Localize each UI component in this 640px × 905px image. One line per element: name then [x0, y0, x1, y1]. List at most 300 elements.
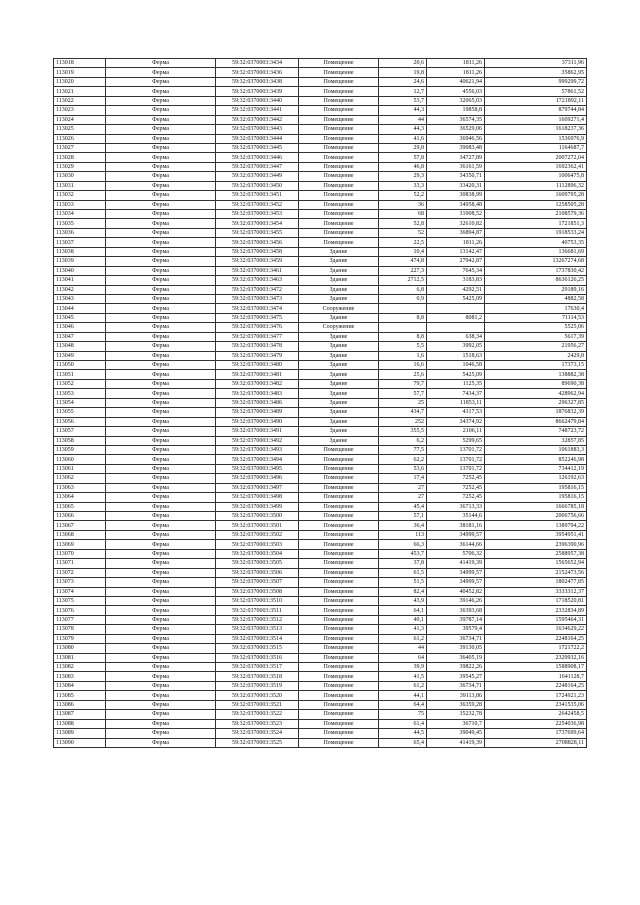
- unit-value-cell: 638,34: [427, 332, 485, 341]
- row-number-cell: 113042: [54, 285, 106, 294]
- object-name-cell: Ферма: [106, 361, 216, 370]
- cadastral-value-cell: 1618237,36: [485, 125, 587, 134]
- cadastral-number-cell: 59:32:0370003:3490: [216, 417, 299, 426]
- area-cell: 41,3: [379, 625, 427, 634]
- object-name-cell: Ферма: [106, 228, 216, 237]
- cadastral-value-cell: 1061883,3: [485, 445, 587, 454]
- unit-value-cell: 13701,72: [427, 464, 485, 473]
- row-number-cell: 113064: [54, 493, 106, 502]
- table-row: [54, 672, 587, 681]
- row-number-cell: 113088: [54, 719, 106, 728]
- row-number-cell: 113049: [54, 351, 106, 360]
- object-type-cell: Помещение: [299, 162, 379, 171]
- table-row: [54, 445, 587, 454]
- row-number-cell: 113085: [54, 691, 106, 700]
- area-cell: 16,6: [379, 361, 427, 370]
- cadastral-number-cell: 59:32:0370003:3439: [216, 87, 299, 96]
- cadastral-value-cell: 195816,15: [485, 483, 587, 492]
- cadastral-number-cell: 59:32:0370003:3478: [216, 342, 299, 351]
- unit-value-cell: 36894,87: [427, 228, 485, 237]
- row-number-cell: 113067: [54, 521, 106, 530]
- area-cell: 29,8: [379, 143, 427, 152]
- cadastral-value-cell: 8636126,25: [485, 276, 587, 285]
- area-cell: 82,4: [379, 587, 427, 596]
- row-number-cell: 113032: [54, 191, 106, 200]
- table-row: [54, 389, 587, 398]
- cadastral-value-cell: 2248164,25: [485, 634, 587, 643]
- table-row: [54, 77, 587, 86]
- object-type-cell: Помещение: [299, 455, 379, 464]
- row-number-cell: 113020: [54, 77, 106, 86]
- table-row: [54, 294, 587, 303]
- unit-value-cell: 40452,82: [427, 587, 485, 596]
- row-number-cell: 113074: [54, 587, 106, 596]
- cadastral-number-cell: 59:32:0370003:3486: [216, 398, 299, 407]
- cadastral-value-cell: 1536976,9: [485, 134, 587, 143]
- row-number-cell: 113050: [54, 361, 106, 370]
- object-name-cell: Ферма: [106, 625, 216, 634]
- row-number-cell: 113030: [54, 172, 106, 181]
- unit-value-cell: 13701,72: [427, 455, 485, 464]
- row-number-cell: 113071: [54, 559, 106, 568]
- row-number-cell: 113090: [54, 738, 106, 747]
- unit-value-cell: 27942,87: [427, 257, 485, 266]
- cadastral-number-cell: 59:32:0370003:3483: [216, 389, 299, 398]
- area-cell: 27: [379, 493, 427, 502]
- object-type-cell: Здание: [299, 398, 379, 407]
- cadastral-value-cell: 2248164,25: [485, 681, 587, 690]
- unit-value-cell: 36393,68: [427, 606, 485, 615]
- unit-value-cell: 36405,19: [427, 653, 485, 662]
- object-name-cell: Ферма: [106, 162, 216, 171]
- object-name-cell: Ферма: [106, 87, 216, 96]
- area-cell: 8,8: [379, 332, 427, 341]
- object-type-cell: Помещение: [299, 644, 379, 653]
- row-number-cell: 113018: [54, 59, 106, 68]
- unit-value-cell: 1811,26: [427, 68, 485, 77]
- object-type-cell: Помещение: [299, 663, 379, 672]
- object-name-cell: Ферма: [106, 700, 216, 709]
- object-type-cell: Помещение: [299, 719, 379, 728]
- cadastral-number-cell: 59:32:0370003:3499: [216, 502, 299, 511]
- area-cell: 64,4: [379, 700, 427, 709]
- table-row: [54, 559, 587, 568]
- table-row: [54, 634, 587, 643]
- area-cell: 10,4: [379, 247, 427, 256]
- table-row: [54, 266, 587, 275]
- unit-value-cell: 11853,11: [427, 398, 485, 407]
- cadastral-value-cell: 37311,96: [485, 59, 587, 68]
- table-row: [54, 625, 587, 634]
- object-name-cell: Ферма: [106, 68, 216, 77]
- unit-value-cell: [427, 304, 485, 313]
- row-number-cell: 113058: [54, 436, 106, 445]
- unit-value-cell: 36713,33: [427, 502, 485, 511]
- cadastral-value-cell: 1721722,2: [485, 644, 587, 653]
- cadastral-value-cell: 2332834,89: [485, 606, 587, 615]
- object-name-cell: Ферма: [106, 455, 216, 464]
- table-row: [54, 313, 587, 322]
- area-cell: 113: [379, 530, 427, 539]
- object-type-cell: Помещение: [299, 700, 379, 709]
- cadastral-value-cell: 1718520,81: [485, 596, 587, 605]
- object-type-cell: Помещение: [299, 125, 379, 134]
- area-cell: 61,5: [379, 568, 427, 577]
- object-name-cell: Ферма: [106, 672, 216, 681]
- area-cell: 29,3: [379, 172, 427, 181]
- area-cell: 53,6: [379, 464, 427, 473]
- cadastral-number-cell: 59:32:0370003:3436: [216, 68, 299, 77]
- object-name-cell: Ферма: [106, 417, 216, 426]
- cadastral-number-cell: 59:32:0370003:3516: [216, 653, 299, 662]
- area-cell: 46,8: [379, 162, 427, 171]
- area-cell: 41,5: [379, 672, 427, 681]
- cadastral-value-cell: 17373,15: [485, 361, 587, 370]
- table-row: [54, 455, 587, 464]
- cadastral-value-cell: 195816,15: [485, 493, 587, 502]
- area-cell: 5,5: [379, 342, 427, 351]
- table-row: [54, 96, 587, 105]
- table-row: [54, 370, 587, 379]
- table-row: [54, 276, 587, 285]
- object-name-cell: Ферма: [106, 398, 216, 407]
- object-name-cell: Ферма: [106, 181, 216, 190]
- table-row: [54, 332, 587, 341]
- unit-value-cell: 39579,4: [427, 625, 485, 634]
- unit-value-cell: 33420,31: [427, 181, 485, 190]
- unit-value-cell: 41419,39: [427, 559, 485, 568]
- cadastral-value-cell: 1595464,31: [485, 615, 587, 624]
- object-type-cell: Помещение: [299, 672, 379, 681]
- area-cell: 75: [379, 710, 427, 719]
- cadastral-value-cell: 1721851,3: [485, 219, 587, 228]
- area-cell: 66,3: [379, 540, 427, 549]
- object-name-cell: Ферма: [106, 59, 216, 68]
- area-cell: 77,5: [379, 445, 427, 454]
- cadastral-number-cell: 59:32:0370003:3481: [216, 370, 299, 379]
- area-cell: 27: [379, 483, 427, 492]
- cadastral-number-cell: 59:32:0370003:3497: [216, 483, 299, 492]
- object-type-cell: Помещение: [299, 181, 379, 190]
- table-body: [54, 59, 587, 748]
- object-name-cell: Ферма: [106, 210, 216, 219]
- row-number-cell: 113039: [54, 257, 106, 266]
- unit-value-cell: 36574,35: [427, 115, 485, 124]
- cadastral-value-cell: 1737699,64: [485, 729, 587, 738]
- cadastral-number-cell: 59:32:0370003:3472: [216, 285, 299, 294]
- unit-value-cell: 7645,34: [427, 266, 485, 275]
- area-cell: 57,1: [379, 512, 427, 521]
- unit-value-cell: 35144,6: [427, 512, 485, 521]
- cadastral-value-cell: 2007272,04: [485, 153, 587, 162]
- row-number-cell: 113089: [54, 729, 106, 738]
- object-type-cell: Помещение: [299, 691, 379, 700]
- table-row: [54, 719, 587, 728]
- row-number-cell: 113029: [54, 162, 106, 171]
- table-row: [54, 710, 587, 719]
- object-type-cell: Помещение: [299, 445, 379, 454]
- object-name-cell: Ферма: [106, 389, 216, 398]
- cadastral-value-cell: 2588957,38: [485, 549, 587, 558]
- table-row: [54, 228, 587, 237]
- area-cell: 19,8: [379, 68, 427, 77]
- cadastral-value-cell: 1389794,22: [485, 521, 587, 530]
- cadastral-value-cell: 1724921,23: [485, 691, 587, 700]
- unit-value-cell: 13142,47: [427, 247, 485, 256]
- area-cell: 20,6: [379, 59, 427, 68]
- cadastral-value-cell: 4882,58: [485, 294, 587, 303]
- cadastral-number-cell: 59:32:0370003:3496: [216, 474, 299, 483]
- table-row: [54, 493, 587, 502]
- cadastral-value-cell: 29189,16: [485, 285, 587, 294]
- cadastral-value-cell: 89690,38: [485, 379, 587, 388]
- object-type-cell: Помещение: [299, 87, 379, 96]
- table-row: [54, 191, 587, 200]
- table-row: [54, 427, 587, 436]
- cadastral-value-cell: 5617,39: [485, 332, 587, 341]
- cadastral-value-cell: 1641128,7: [485, 672, 587, 681]
- row-number-cell: 113084: [54, 681, 106, 690]
- object-name-cell: Ферма: [106, 342, 216, 351]
- object-type-cell: Помещение: [299, 653, 379, 662]
- area-cell: 79,7: [379, 379, 427, 388]
- object-type-cell: Помещение: [299, 464, 379, 473]
- object-type-cell: Здание: [299, 332, 379, 341]
- object-type-cell: Помещение: [299, 191, 379, 200]
- area-cell: 53,7: [379, 96, 427, 105]
- cadastral-number-cell: 59:32:0370003:3480: [216, 361, 299, 370]
- row-number-cell: 113052: [54, 379, 106, 388]
- object-type-cell: Здание: [299, 370, 379, 379]
- unit-value-cell: 7252,45: [427, 493, 485, 502]
- unit-value-cell: 13701,72: [427, 445, 485, 454]
- table-row: [54, 738, 587, 747]
- object-type-cell: Помещение: [299, 615, 379, 624]
- cadastral-number-cell: 59:32:0370003:3458: [216, 247, 299, 256]
- cadastral-number-cell: 59:32:0370003:3514: [216, 634, 299, 643]
- row-number-cell: 113072: [54, 568, 106, 577]
- cadastral-value-cell: 3333312,37: [485, 587, 587, 596]
- table-row: [54, 540, 587, 549]
- unit-value-cell: 34958,48: [427, 200, 485, 209]
- cadastral-number-cell: 59:32:0370003:3502: [216, 530, 299, 539]
- row-number-cell: 113061: [54, 464, 106, 473]
- object-type-cell: Здание: [299, 361, 379, 370]
- object-type-cell: Сооружение: [299, 304, 379, 313]
- cadastral-number-cell: 59:32:0370003:3506: [216, 568, 299, 577]
- cadastral-value-cell: 2642458,5: [485, 710, 587, 719]
- table-row: [54, 172, 587, 181]
- cadastral-number-cell: 59:32:0370003:3447: [216, 162, 299, 171]
- area-cell: 44: [379, 115, 427, 124]
- cadastral-value-cell: 1721892,11: [485, 96, 587, 105]
- cadastral-value-cell: 1565652,94: [485, 559, 587, 568]
- unit-value-cell: 36161,59: [427, 162, 485, 171]
- area-cell: 474,8: [379, 257, 427, 266]
- object-name-cell: Ферма: [106, 559, 216, 568]
- cadastral-value-cell: 2329932,16: [485, 653, 587, 662]
- object-name-cell: Ферма: [106, 436, 216, 445]
- row-number-cell: 113023: [54, 106, 106, 115]
- object-type-cell: Помещение: [299, 228, 379, 237]
- unit-value-cell: 34350,71: [427, 172, 485, 181]
- unit-value-cell: 36529,06: [427, 125, 485, 134]
- cadastral-number-cell: 59:32:0370003:3507: [216, 578, 299, 587]
- object-name-cell: Ферма: [106, 445, 216, 454]
- object-type-cell: Помещение: [299, 634, 379, 643]
- table-row: [54, 153, 587, 162]
- object-name-cell: Ферма: [106, 125, 216, 134]
- area-cell: 61,2: [379, 634, 427, 643]
- cadastral-number-cell: 59:32:0370003:3495: [216, 464, 299, 473]
- object-type-cell: Помещение: [299, 568, 379, 577]
- table-row: [54, 521, 587, 530]
- table-row: [54, 653, 587, 662]
- table-row: [54, 219, 587, 228]
- cadastral-number-cell: 59:32:0370003:3491: [216, 427, 299, 436]
- object-type-cell: Помещение: [299, 143, 379, 152]
- unit-value-cell: 3992,05: [427, 342, 485, 351]
- unit-value-cell: 1125,35: [427, 379, 485, 388]
- table-row: [54, 342, 587, 351]
- table-row: [54, 436, 587, 445]
- cadastral-value-cell: 296327,85: [485, 398, 587, 407]
- cadastral-number-cell: 59:32:0370003:3449: [216, 172, 299, 181]
- cadastral-value-cell: 136681,69: [485, 247, 587, 256]
- row-number-cell: 113041: [54, 276, 106, 285]
- table-row: [54, 700, 587, 709]
- unit-value-cell: 7252,45: [427, 483, 485, 492]
- row-number-cell: 113019: [54, 68, 106, 77]
- area-cell: 227,3: [379, 266, 427, 275]
- cadastral-value-cell: 2108579,36: [485, 210, 587, 219]
- cadastral-number-cell: 59:32:0370003:3473: [216, 294, 299, 303]
- unit-value-cell: 36359,28: [427, 700, 485, 709]
- row-number-cell: 113076: [54, 606, 106, 615]
- object-name-cell: Ферма: [106, 219, 216, 228]
- table-row: [54, 115, 587, 124]
- cadastral-value-cell: 1609271,4: [485, 115, 587, 124]
- cadastral-number-cell: 59:32:0370003:3438: [216, 77, 299, 86]
- cadastral-number-cell: 59:32:0370003:3443: [216, 125, 299, 134]
- area-cell: 6,8: [379, 285, 427, 294]
- area-cell: 36: [379, 200, 427, 209]
- cadastral-number-cell: 59:32:0370003:3493: [216, 445, 299, 454]
- object-name-cell: Ферма: [106, 578, 216, 587]
- cadastral-number-cell: 59:32:0370003:3503: [216, 540, 299, 549]
- cadastral-number-cell: 59:32:0370003:3492: [216, 436, 299, 445]
- cadastral-number-cell: 59:32:0370003:3452: [216, 200, 299, 209]
- area-cell: 25: [379, 398, 427, 407]
- cadastral-number-cell: 59:32:0370003:3456: [216, 238, 299, 247]
- area-cell: 65,4: [379, 738, 427, 747]
- cadastral-number-cell: 59:32:0370003:3498: [216, 493, 299, 502]
- object-name-cell: Ферма: [106, 606, 216, 615]
- object-name-cell: Ферма: [106, 464, 216, 473]
- object-type-cell: Сооружение: [299, 323, 379, 332]
- cadastral-value-cell: 17630,4: [485, 304, 587, 313]
- cadastral-value-cell: 852246,98: [485, 455, 587, 464]
- cadastral-value-cell: 2152473,56: [485, 568, 587, 577]
- unit-value-cell: 7252,45: [427, 474, 485, 483]
- cadastral-number-cell: 59:32:0370003:3511: [216, 606, 299, 615]
- object-name-cell: Ферма: [106, 332, 216, 341]
- object-name-cell: Ферма: [106, 615, 216, 624]
- cadastral-number-cell: 59:32:0370003:3477: [216, 332, 299, 341]
- cadastral-number-cell: 59:32:0370003:3522: [216, 710, 299, 719]
- object-type-cell: Помещение: [299, 738, 379, 747]
- object-name-cell: Ферма: [106, 512, 216, 521]
- cadastral-number-cell: 59:32:0370003:3459: [216, 257, 299, 266]
- object-name-cell: Ферма: [106, 644, 216, 653]
- cadastral-number-cell: 59:32:0370003:3512: [216, 615, 299, 624]
- object-name-cell: Ферма: [106, 483, 216, 492]
- object-name-cell: Ферма: [106, 596, 216, 605]
- object-name-cell: Ферма: [106, 370, 216, 379]
- table-row: [54, 512, 587, 521]
- table-row: [54, 181, 587, 190]
- object-type-cell: Помещение: [299, 96, 379, 105]
- row-number-cell: 113055: [54, 408, 106, 417]
- area-cell: 51,5: [379, 578, 427, 587]
- row-number-cell: 113027: [54, 143, 106, 152]
- row-number-cell: 113078: [54, 625, 106, 634]
- cadastral-number-cell: 59:32:0370003:3504: [216, 549, 299, 558]
- area-cell: 45,4: [379, 502, 427, 511]
- cadastral-value-cell: 2254036,98: [485, 719, 587, 728]
- cadastral-value-cell: 1006475,8: [485, 172, 587, 181]
- object-type-cell: Здание: [299, 266, 379, 275]
- row-number-cell: 113033: [54, 200, 106, 209]
- area-cell: 62,2: [379, 455, 427, 464]
- area-cell: 453,7: [379, 549, 427, 558]
- row-number-cell: 113073: [54, 578, 106, 587]
- cadastral-value-cell: 879744,84: [485, 106, 587, 115]
- row-number-cell: 113086: [54, 700, 106, 709]
- object-type-cell: Помещение: [299, 681, 379, 690]
- table-row: [54, 257, 587, 266]
- cadastral-number-cell: 59:32:0370003:3519: [216, 681, 299, 690]
- object-type-cell: Помещение: [299, 493, 379, 502]
- object-name-cell: Ферма: [106, 266, 216, 275]
- table-row: [54, 596, 587, 605]
- area-cell: 0,9: [379, 294, 427, 303]
- object-type-cell: Помещение: [299, 606, 379, 615]
- cadastral-value-cell: 126192,63: [485, 474, 587, 483]
- object-name-cell: Ферма: [106, 719, 216, 728]
- object-type-cell: Помещение: [299, 106, 379, 115]
- row-number-cell: 113053: [54, 389, 106, 398]
- object-type-cell: Здание: [299, 294, 379, 303]
- object-type-cell: Здание: [299, 247, 379, 256]
- object-type-cell: Помещение: [299, 210, 379, 219]
- unit-value-cell: 8081,2: [427, 313, 485, 322]
- cadastral-value-cell: 1112896,32: [485, 181, 587, 190]
- object-type-cell: Помещение: [299, 238, 379, 247]
- object-type-cell: Здание: [299, 285, 379, 294]
- object-name-cell: Ферма: [106, 351, 216, 360]
- unit-value-cell: 36946,56: [427, 134, 485, 143]
- table-row: [54, 285, 587, 294]
- unit-value-cell: 32610,82: [427, 219, 485, 228]
- object-name-cell: Ферма: [106, 200, 216, 209]
- area-cell: 39,9: [379, 663, 427, 672]
- unit-value-cell: 32065,03: [427, 96, 485, 105]
- object-type-cell: Помещение: [299, 172, 379, 181]
- object-name-cell: Ферма: [106, 502, 216, 511]
- object-name-cell: Ферма: [106, 172, 216, 181]
- object-type-cell: Здание: [299, 379, 379, 388]
